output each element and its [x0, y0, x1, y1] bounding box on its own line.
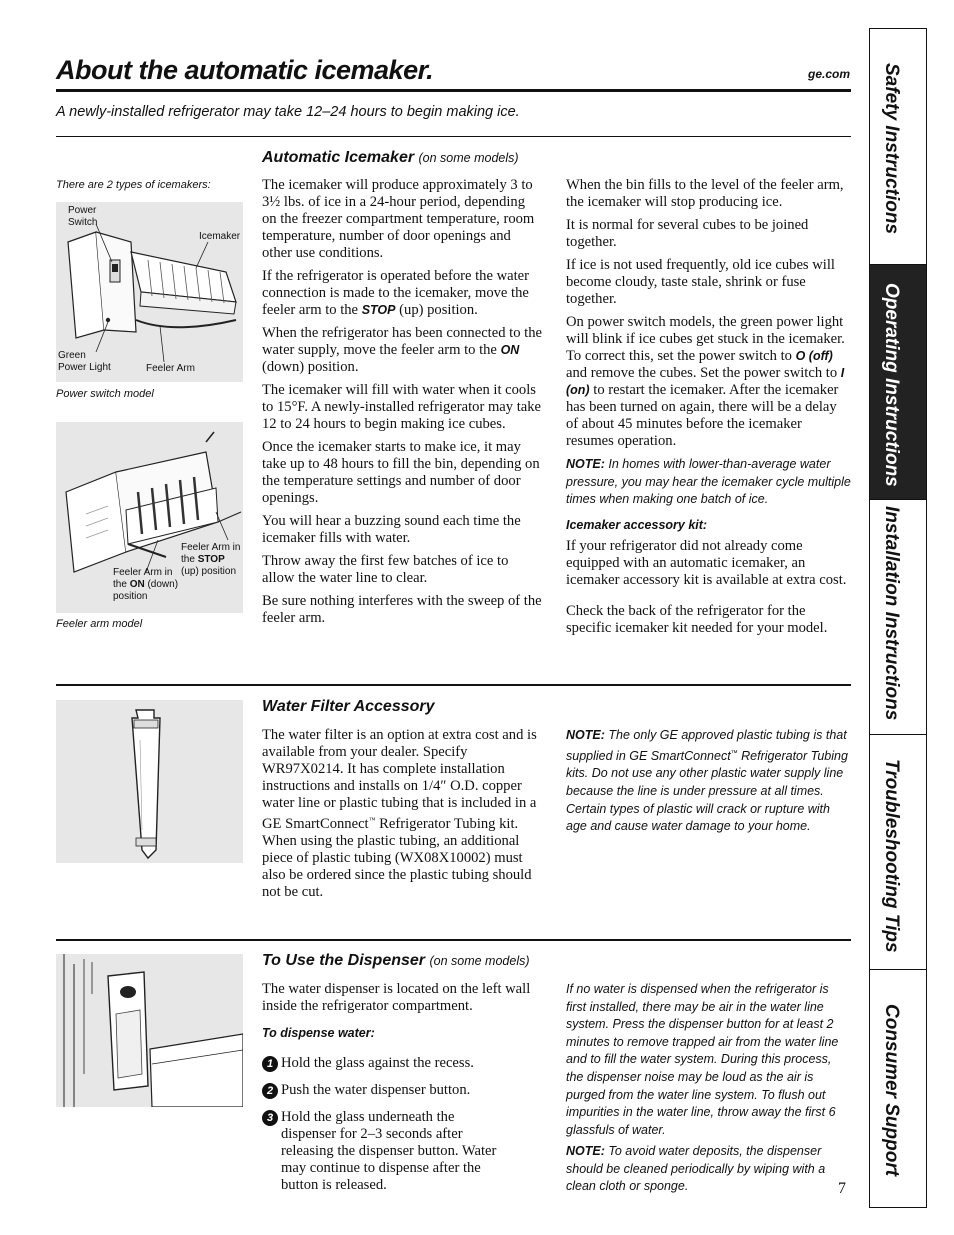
- step-1-number-icon: 1: [262, 1056, 278, 1072]
- dispenser-heading: To Use the Dispenser (on some models): [262, 952, 530, 969]
- green-power-light-label: Green Power Light: [58, 350, 111, 373]
- page-number: 7: [838, 1180, 846, 1197]
- divider-3: [56, 939, 851, 941]
- tab-troubleshooting-tips[interactable]: Troubleshooting Tips: [870, 735, 926, 970]
- dispenser-drawing-icon: [56, 954, 243, 1107]
- icemaker-column-1: The icemaker will produce approximately 3 to 3½ lbs. of ice in a 24-hour period, depending on the freezer compartment temperature, room temperature, number of door openings and other use conditions. If the refrigerator is operated before the water connection is made to the icemaker, move the feeler arm to the STOP (up) position. When the refrigerator has been connected to the water supply, move the feeler arm to the ON (down) position. The icemaker will fill with water when it cools to 15°F. A newly-installed refrigerator may take 12 to 24 hours to begin making ice cubes. Once the icemaker starts to make ice, it may take up to 48 hours to fill the bin, depending on the temperature settings and number of door openings. You will hear a buzzing sound each time the icemaker fills with water. Throw away the first few batches of ice to allow the water line to clear. Be sure nothing interferes with the sweep of the feeler arm.: [262, 177, 542, 626]
- feeler-arm-on-label: Feeler Arm in the ON (down) position: [113, 567, 179, 602]
- icemaker-kit-heading: Icemaker accessory kit:: [566, 517, 708, 532]
- icemaker-heading: Automatic Icemaker (on some models): [262, 149, 519, 166]
- dispenser-instructions: The water dispenser is located on the left wall inside the refrigerator compartment. To dispense water: 1 Hold the glass against the recess. 2 Push the water dispenser button. 3 Hold the glass underneath the dispenser for 2–3 seconds after releasing the dispenser button. Water may continue to dispense after the button is released.: [262, 981, 543, 1204]
- icemaker-column-2: When the bin fills to the level of the feeler arm, the icemaker will stop producing ice. It is normal for several cubes to be joined together. If ice is not used frequently, old ice cubes will become cloudy, taste stale, shrink or fuse together. On power switch models, the green power light will blink if ice cubes get stuck in the icemaker. To correct this, set the power switch to O (off) and remove the cubes. Set the power switch to I (on) to restart the icemaker. After the icemaker has been turned on again, there will be a delay of about 45 minutes before the icemaker resumes operation. NOTE: In homes with lower-than-average water pressure, you may hear the icemaker cycle multiple times when making one batch of ice. Icemaker accessory kit: If your refrigerator did not already come equipped with an automatic icemaker, an icemaker accessory kit is available at extra cost. Check the back of the refrigerator for the specific icemaker kit needed for your model.: [566, 177, 851, 637]
- dispenser-air-note: If no water is dispensed when the refrigerator is first installed, there may be air in the water line system. Press the dispenser button for at least 2 minutes to remove trapped air from the water line and to fill the water system. During this process, the dispenser noise may be loud as the air is purged from the water line system. To flush out impurities in the water line, throw away the first 6 glassfuls of water.: [566, 982, 839, 1137]
- water-filter-heading: Water Filter Accessory: [262, 698, 435, 715]
- dispense-step-1: 1 Hold the glass against the recess.: [262, 1055, 543, 1072]
- feeler-arm-icemaker-illustration: [56, 422, 243, 613]
- divider-1: [56, 136, 851, 137]
- feeler-arm-caption: Feeler arm model: [56, 618, 143, 630]
- water-filter-illustration: [56, 700, 243, 863]
- tab-installation-instructions[interactable]: Installation Instructions: [870, 500, 926, 735]
- power-switch-caption: Power switch model: [56, 388, 154, 400]
- feeler-arm-label: Feeler Arm: [146, 363, 195, 374]
- step-3-number-icon: 3: [262, 1110, 278, 1126]
- step-2-number-icon: 2: [262, 1083, 278, 1099]
- dispense-water-subheading: To dispense water:: [262, 1026, 375, 1040]
- dispense-step-2: 2 Push the water dispenser button.: [262, 1082, 543, 1099]
- icemaker-note: NOTE: In homes with lower-than-average water pressure, you may hear the icemaker cycle multiple times when making one batch of ice.: [566, 457, 851, 507]
- water-dispenser-illustration: [56, 954, 243, 1107]
- tab-safety-instructions[interactable]: Safety Instructions: [870, 29, 926, 265]
- feeler-arm-stop-label: Feeler Arm in the STOP (up) position: [181, 542, 241, 577]
- water-filter-text: The water filter is an option at extra cost and is available from your dealer. Specify WR97X0214. It has complete installation instructions and installs on 1/4″ O.D. copper water line or plastic tubing that is included in a GE SmartConnect™ Refrigerator Tubing kit. When using the plastic tubing, an additional piece of plastic tubing (WX08X10002) must also be ordered since the plastic tubing should not be cut.: [262, 727, 537, 900]
- icemaker-types-caption: There are 2 types of icemakers:: [56, 179, 211, 191]
- tab-consumer-support[interactable]: Consumer Support: [881, 1004, 902, 1177]
- tab-operating-instructions[interactable]: Operating Instructions: [870, 265, 926, 500]
- icemaker-label: Icemaker: [199, 231, 241, 242]
- dispense-step-3: 3 Hold the glass underneath the dispenser for 2–3 seconds after releasing the dispenser button. Water may continue to dispense after the button is released.: [262, 1109, 502, 1194]
- section-tabs: [869, 28, 927, 1208]
- header-rule: [56, 89, 851, 92]
- water-filter-note: NOTE: The only GE approved plastic tubing is that supplied in GE SmartConnect™ Refrigerator Tubing kits. Do not use any other plastic water supply line because the line is under pressure at all times. Certain types of plastic will crack or rupture with age and cause water damage to your home.: [566, 728, 848, 834]
- power-switch-label: Power Switch: [68, 205, 98, 228]
- divider-2: [56, 684, 851, 686]
- page-subtitle: A newly-installed refrigerator may take 12–24 hours to begin making ice.: [56, 104, 520, 120]
- power-switch-icemaker-illustration: [56, 202, 243, 382]
- site-url: ge.com: [807, 67, 850, 81]
- water-filter-icon: [56, 700, 243, 863]
- page-title: About the automatic icemaker.: [56, 55, 434, 85]
- dispenser-cleaning-note: NOTE: To avoid water deposits, the dispenser should be cleaned periodically by wiping with a clean cloth or sponge.: [566, 1144, 826, 1194]
